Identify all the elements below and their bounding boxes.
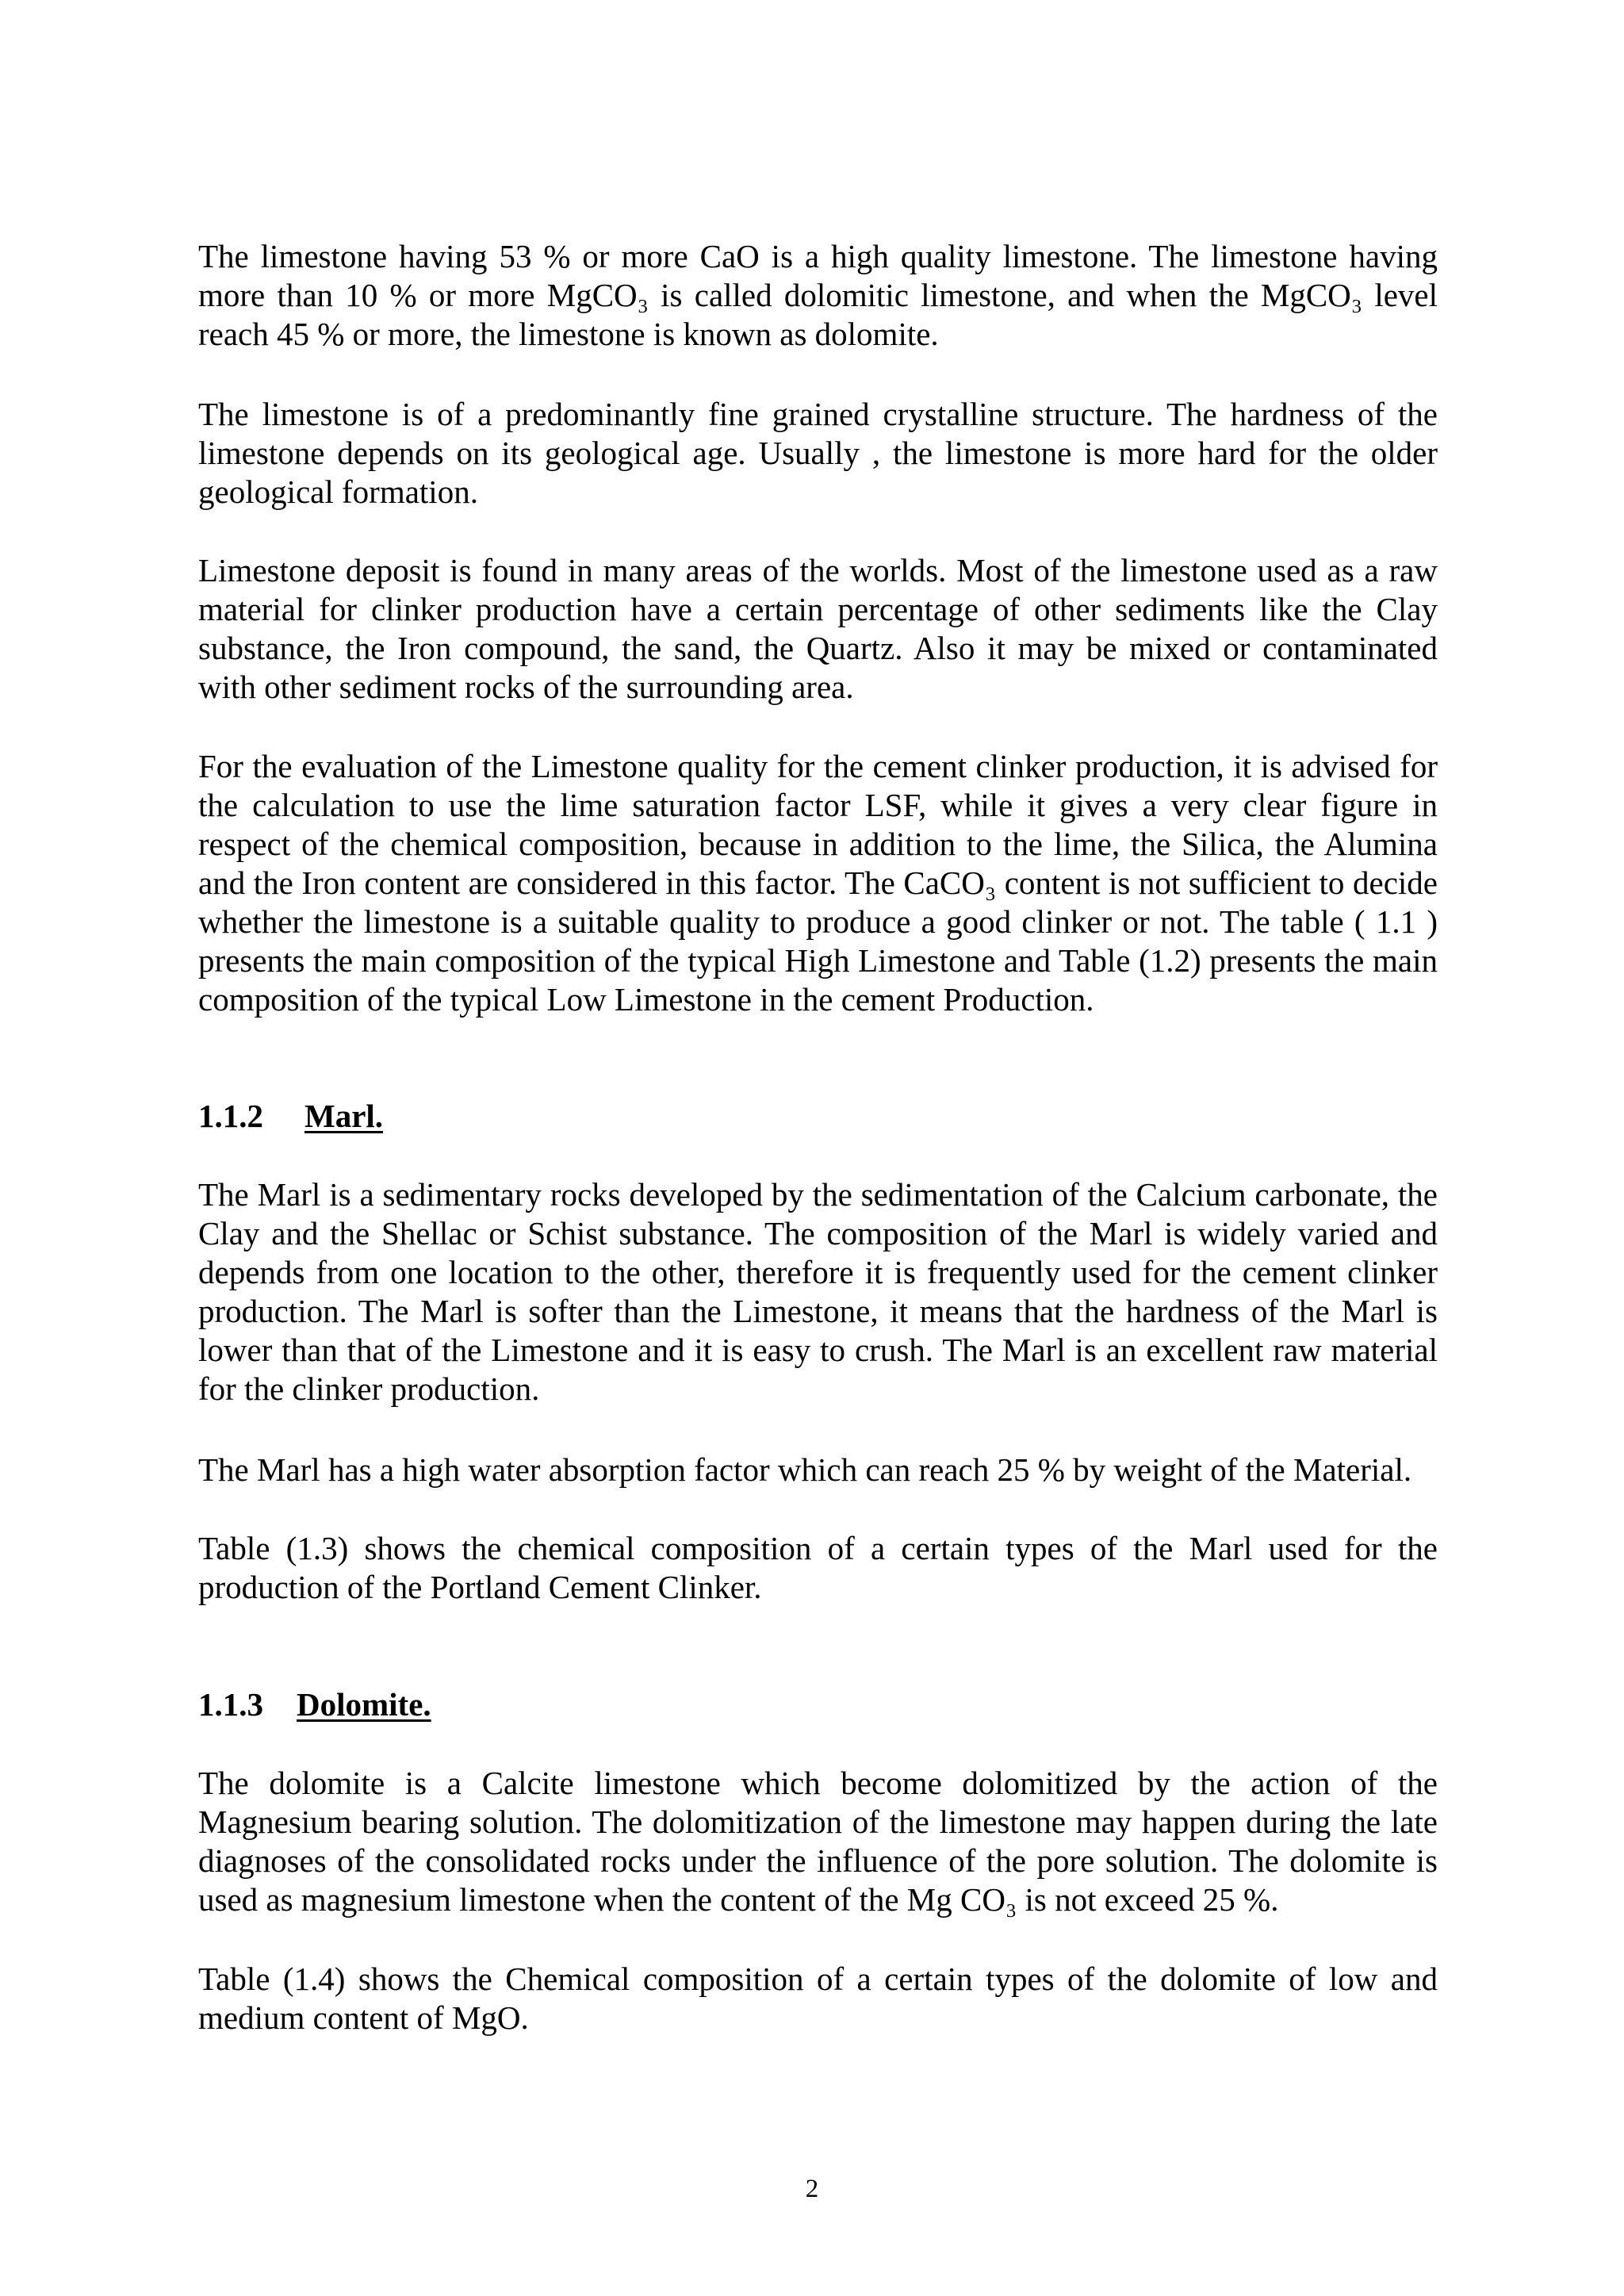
- heading-dolomite-title: Dolomite.: [297, 1686, 431, 1723]
- heading-marl-number: 1.1.2: [198, 1098, 263, 1134]
- paragraph-marl-description: The Marl is a sedimentary rocks developed by the sedimentation of the Calcium carbonate, the Clay and the Shellac or Schist substance. The composition of the Marl is widely varied and depends from one location to the other, therefore it is frequently used for the cement clinker production. The Marl is softer than the Limestone, it means that the hardness of the Marl is lower than that of the Limestone and it is easy to crush. The Marl is an excellent raw material for the clinker production.: [198, 1176, 1438, 1407]
- page-number: 2: [805, 2175, 819, 2203]
- paragraph-limestone-quality: The limestone having 53 % or more CaO is a high quality limestone. The limestone having more than 10 % or more MgCO₃ is called dolomitic limestone, and when the MgCO₃ level reach 45 % or more, the limestone is known as dolomite.: [198, 238, 1438, 352]
- heading-marl-title: Marl.: [304, 1098, 384, 1134]
- paragraph-dolomite-table-reference: Table (1.4) shows the Chemical composition of a certain types of the dolomite of low and medium content of MgO.: [198, 1961, 1438, 2036]
- paragraph-limestone-evaluation: For the evaluation of the Limestone quality for the cement clinker production, it is advised for the calculation to use the lime saturation factor LSF, while it gives a very clear figure in respect of the chemical composition, because in addition to the lime, the Silica, the Alumina and the Iron content are considered in this factor. The CaCO₃ content is not sufficient to decide whether the limestone is a suitable quality to produce a good clinker or not. The table ( 1.1 ) presents the main composition of the typical High Limestone and Table (1.2) presents the main composition of the typical Low Limestone in the cement Production.: [198, 748, 1438, 1018]
- heading-dolomite: [198, 1685, 431, 1724]
- paragraph-limestone-deposit: Limestone deposit is found in many areas of the worlds. Most of the limestone used as a raw material for clinker production have a certain percentage of other sediments like the Clay substance, the Iron compound, the sand, the Quartz. Also it may be mixed or contaminated with other sediment rocks of the surrounding area.: [198, 552, 1438, 705]
- heading-dolomite-number: 1.1.3: [198, 1686, 263, 1723]
- paragraph-limestone-structure: The limestone is of a predominantly fine grained crystalline structure. The hardness of the limestone depends on its geological age. Usually , the limestone is more hard for the older geological formation.: [198, 396, 1438, 510]
- heading-marl: [198, 1097, 383, 1136]
- paragraph-marl-table-reference: Table (1.3) shows the chemical composition of a certain types of the Marl used for the production of the Portland Cement Clinker.: [198, 1530, 1438, 1605]
- paragraph-dolomite-description: The dolomite is a Calcite limestone which become dolomitized by the action of the Magnesium bearing solution. The dolomitization of the limestone may happen during the late diagnoses of the consolidated rocks under the influence of the pore solution. The dolomite is used as magnesium limestone when the content of the Mg CO₃ is not exceed 25 %.: [198, 1765, 1438, 1918]
- paragraph-marl-absorption: The Marl has a high water absorption factor which can reach 25 % by weight of the Material.: [198, 1451, 1412, 1488]
